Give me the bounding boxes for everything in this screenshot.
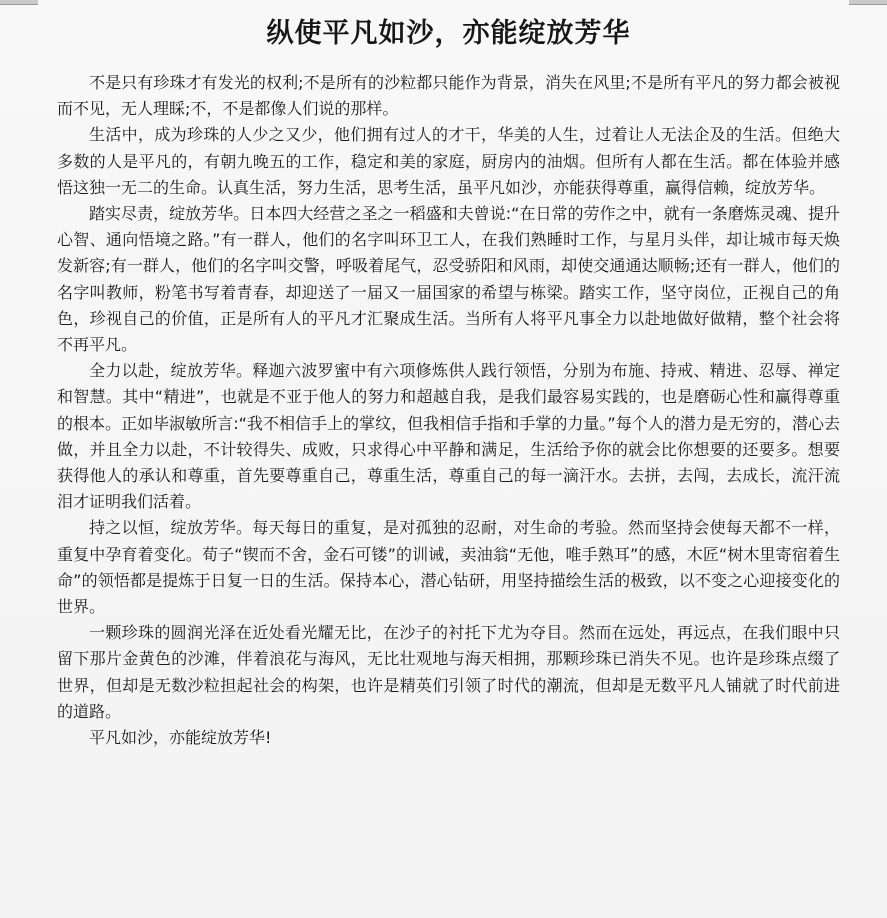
paragraph-persistence: 持之以恒，绽放芳华。每天每日的重复，是对孤独的忍耐，对生命的考验。然而坚持会使每天都不一样，重复中孕育着变化。荀子“锲而不舍，金石可镂”的训诫，卖油翁“无他，唯手熟耳”的感，木匠“树木里寄宿着生命”的领悟都是提炼于日复一日的生活。保持本心，潜心钻研，用坚持描绘生活的极致，以不变之心迎接变化的世界。 (57, 518, 840, 617)
page-corner-left (0, 0, 38, 5)
page-corner-right (849, 0, 887, 5)
essay-title: 纵使平凡如沙，亦能绽放芳华 (266, 18, 631, 49)
paragraph-life: 生活中，成为珍珠的人少之又少，他们拥有过人的才干，华美的人生，过着让人无法企及的生活。但绝大多数的人是平凡的，有朝九晚五的工作，稳定和美的家庭，厨房内的油烟。但所有人都在生活。都在体验并感悟这独一无二的生命。认真生活，努力生活，思考生活，虽平凡如沙，亦能获得尊重，赢得信赖，绽放芳华。 (57, 125, 840, 197)
essay-document (57, 0, 840, 751)
paragraph-effort: 全力以赴，绽放芳华。释迦六波罗蜜中有六项修炼供人践行领悟，分别为布施、持戒、精进、忍辱、禅定和智慧。其中“精进”，也就是不亚于他人的努力和超越自我，是我们最容易实践的，也是磨砺心性和赢得尊重的根本。正如毕淑敏所言:“我不相信手上的掌纹，但我相信手指和手掌的力量。”每个人的潜力是无穷的，潜心去做，并且全力以赴，不计较得失、成败，只求得心中平静和满足，生活给予你的就会比你想要的还要多。想要获得他人的承认和尊重，首先要尊重自己，尊重生活，尊重自己的每一滴汗水。去拼，去闯，去成长，流汗流泪才证明我们活着。 (57, 361, 840, 512)
paragraph-diligence: 踏实尽责，绽放芳华。日本四大经营之圣之一稻盛和夫曾说:“在日常的劳作之中，就有一条磨炼灵魂、提升心智、通向悟境之路。”有一群人，他们的名字叫环卫工人，在我们熟睡时工作，与星月头伴，却让城市每天焕发新容;有一群人，他们的名字叫交警，呼吸着尾气，忍受骄阳和风雨，却使交通通达顺畅;还有一群人，他们的名字叫教师，粉笔书写着青春，却迎送了一届又一届国家的希望与栋梁。踏实工作，坚守岗位，正视自己的角色，珍视自己的价值，正是所有人的平凡才汇聚成生活。当所有人将平凡事全力以赴地做好做精，整个社会将不再平凡。 (57, 204, 840, 355)
paragraph-intro: 不是只有珍珠才有发光的权利;不是所有的沙粒都只能作为背景，消失在风里;不是所有平凡的努力都会被视而不见，无人理睬;不，不是都像人们说的那样。 (57, 73, 840, 119)
paragraph-pearl: 一颗珍珠的圆润光泽在近处看光耀无比，在沙子的衬托下尤为夺目。然而在远处，再远点，在我们眼中只留下那片金黄色的沙滩，伴着浪花与海风，无比壮观地与海天相拥，那颗珍珠已消失不见。也许是珍珠点缀了世界，但却是无数沙粒担起社会的构架，也许是精英们引领了时代的潮流，但却是无数平凡人铺就了时代前进的道路。 (57, 623, 840, 721)
essay-body (57, 70, 840, 751)
paragraph-conclusion: 平凡如沙，亦能绽放芳华! (89, 728, 272, 748)
